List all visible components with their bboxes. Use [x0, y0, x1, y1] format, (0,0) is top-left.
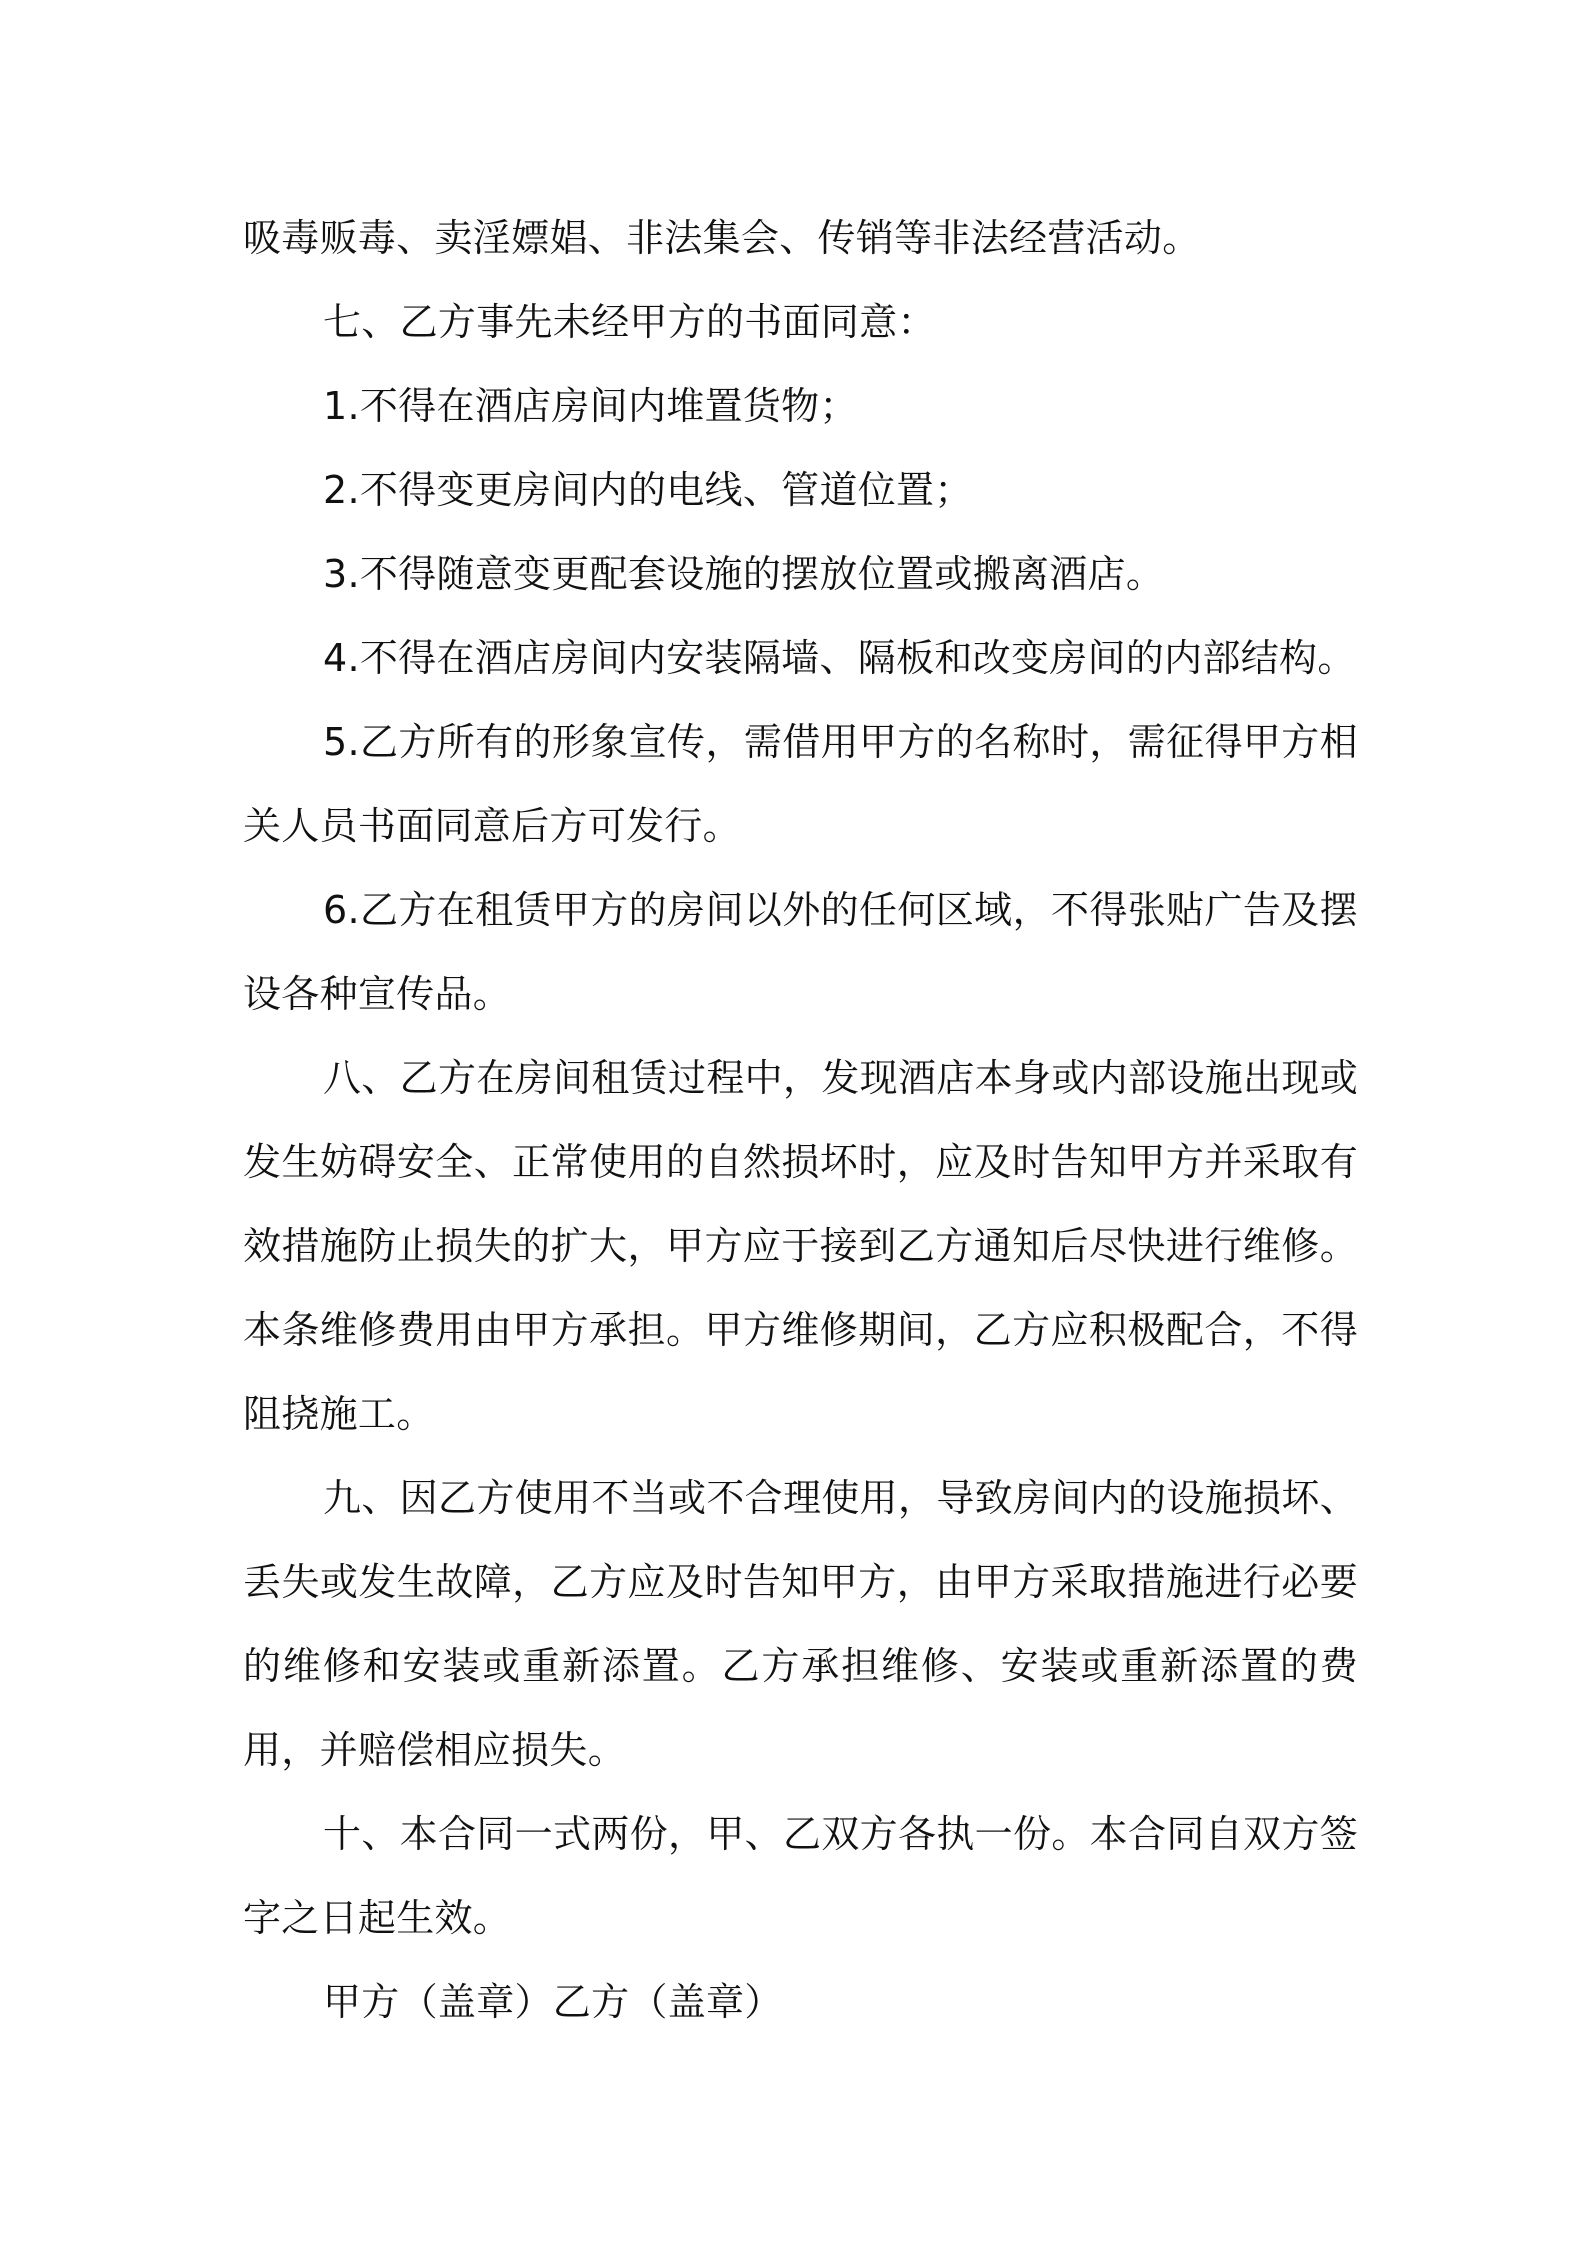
clause-seven-item-3: 3.不得随意变更配套设施的摆放位置或搬离酒店。 [323, 552, 1165, 596]
clause-nine: 九、因乙方使用不当或不合理使用，导致房间内的设施损坏、丢失或发生故障，乙方应及时告知甲方，由甲方采取措施进行必要的维修和安装或重新添置。乙方承担维修、安装或重新添置的费用，并赔偿相应损失。 [243, 1476, 1358, 1772]
clause-seven-heading: 七、乙方事先未经甲方的书面同意： [323, 300, 936, 344]
clause-seven-item-6: 6.乙方在租赁甲方的房间以外的任何区域，不得张贴广告及摆设各种宣传品。 [243, 888, 1358, 1016]
signature-line: 甲方（盖章）乙方（盖章） [323, 1980, 783, 2024]
paragraph-continuation: 吸毒贩毒、卖淫嫖娼、非法集会、传销等非法经营活动。 [243, 216, 1201, 260]
clause-seven-item-4: 4.不得在酒店房间内安装隔墙、隔板和改变房间的内部结构。 [323, 636, 1356, 680]
clause-ten: 十、本合同一式两份，甲、乙双方各执一份。本合同自双方签字之日起生效。 [243, 1812, 1358, 1940]
clause-seven-item-1: 1.不得在酒店房间内堆置货物； [323, 384, 858, 428]
clause-seven-item-5: 5.乙方所有的形象宣传，需借用甲方的名称时，需征得甲方相关人员书面同意后方可发行。 [243, 720, 1358, 848]
clause-eight: 八、乙方在房间租赁过程中，发现酒店本身或内部设施出现或发生妨碍安全、正常使用的自然损坏时，应及时告知甲方并采取有效措施防止损失的扩大，甲方应于接到乙方通知后尽快进行维修。本条维修费用由甲方承担。甲方维修期间，乙方应积极配合，不得阻挠施工。 [243, 1056, 1358, 1436]
contract-body [243, 196, 1358, 2044]
clause-seven-item-2: 2.不得变更房间内的电线、管道位置； [323, 468, 973, 512]
